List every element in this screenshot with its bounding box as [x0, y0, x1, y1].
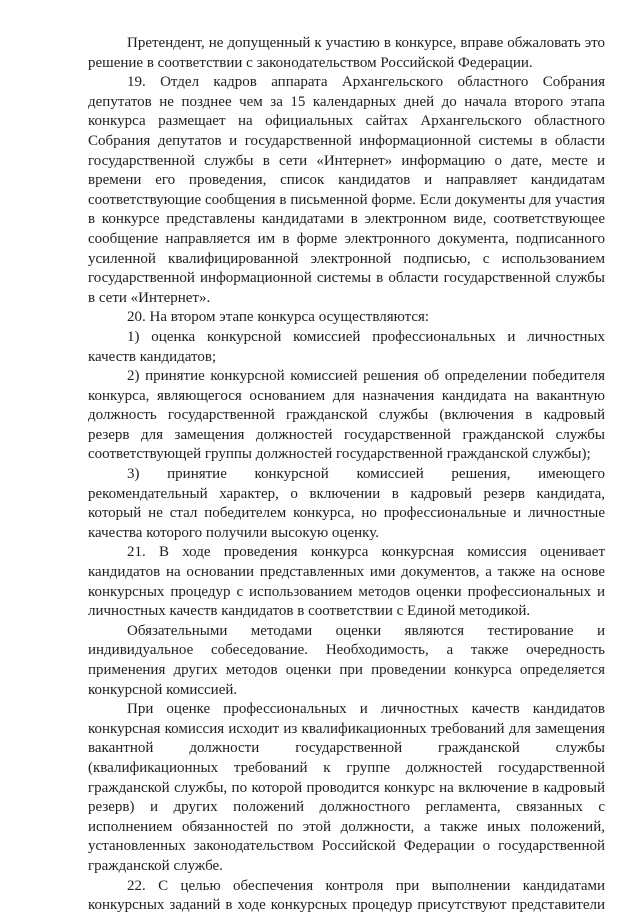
document-page	[88, 34, 605, 916]
paragraph-21: 21. В ходе проведения конкурса конкурсная комиссия оценивает кандидатов на основании представленных ими документов, а также на основе конкурсных процедур с использованием методов оценки профессиональных и личностных качеств кандидатов в соответствии с Единой методикой.	[88, 544, 605, 620]
paragraph-21-mandatory-methods: Обязательными методами оценки являются тестирование и индивидуальное собеседование. Необходимость, а также очередность применения других методов оценки при проведении конкурса определяется конкурсной комиссией.	[88, 622, 605, 698]
paragraph-21-evaluation: При оценке профессиональных и личностных качеств кандидатов конкурсная комиссия исходит из квалификационных требований для замещения вакантной должности государственной гражданской службы (квалификационных требований к группе должностей государственной гражданской службы, по которой проводится конкурс на включение в кадровый резерв) и других положений должностного регламента, связанных с исполнением обязанностей по этой должности, а также иных положений, установленных законодательством Российской Федерации о государственной гражданской службе.	[88, 701, 605, 874]
paragraph-appeal: Претендент, не допущенный к участию в конкурсе, вправе обжаловать это решение в соответствии с законодательством Российской Федерации.	[88, 35, 605, 71]
paragraph-19: 19. Отдел кадров аппарата Архангельского областного Собрания депутатов не позднее чем за 15 календарных дней до начала второго этапа конкурса размещает на официальных сайтах Архангельского областного Собрания депутатов и государственной информационной системы в области государственной службы в сети «Интернет» информацию о дате, месте и времени его проведения, список кандидатов и направляет кандидатам соответствующие сообщения в письменной форме. Если документы для участия в конкурсе представлены кандидатами в электронном виде, соответствующее сообщение направляется им в форме электронного документа, подписанного усиленной квалифицированной электронной подписью, с использованием государственной информационной системы в области государственной службы в сети «Интернет».	[88, 74, 605, 306]
paragraph-20-item-2: 2) принятие конкурсной комиссией решения об определении победителя конкурса, являющегося основанием для назначения кандидата на вакантную должность государственной гражданской службы (включения в кадровый резерв для замещения должностей государственной гражданской службы соответствующей группы должностей государственной гражданской службы);	[88, 368, 605, 463]
paragraph-22: 22. С целью обеспечения контроля при выполнении кандидатами конкурсных заданий в ходе конкурсных процедур присутствуют представители	[88, 877, 605, 914]
paragraph-20-item-3: 3) принятие конкурсной комиссией решения, имеющего рекомендательный характер, о включении в кадровый резерв кандидата, который не стал победителем конкурса, но профессиональные и личностные качества которого получили высокую оценку.	[88, 466, 605, 541]
paragraph-20: 20. На втором этапе конкурса осуществляются:	[127, 309, 430, 326]
paragraph-20-item-1: 1) оценка конкурсной комиссией профессиональных и личностных качеств кандидатов;	[88, 328, 605, 365]
